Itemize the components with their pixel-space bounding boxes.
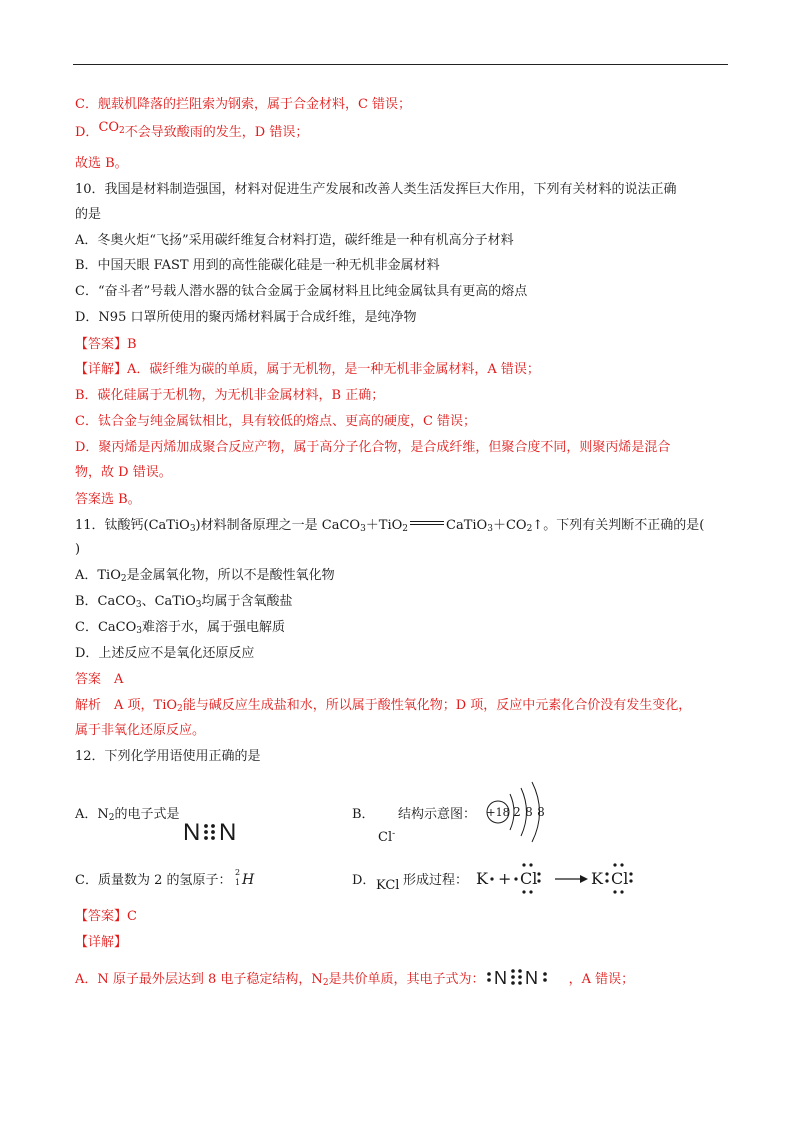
- q10-detail-a: 【详解】A．碳纤维为碳的单质，属于无机物，是一种无机非金属材料，A 错误；: [75, 362, 540, 377]
- shell-count-2: 8: [525, 805, 533, 819]
- kcl-formation-diagram: [476, 862, 638, 900]
- mass-number: 2: [235, 868, 241, 877]
- n2-lewis-inline: [485, 968, 569, 986]
- inline-n-left: N: [493, 968, 507, 988]
- hydrogen-symbol: H: [242, 872, 255, 888]
- q12-answer: 【答案】C: [75, 909, 137, 924]
- question-10-cont: 的是: [75, 207, 102, 222]
- q11-explanation-cont: 属于非氧化还原反应。: [75, 723, 206, 738]
- q12-option-a: A．$N_2$的电子式是: [75, 807, 180, 823]
- shell-count-3: 8: [537, 805, 545, 819]
- kcl-formula: KCl: [376, 878, 400, 893]
- n2-lewis-inline-svg: [485, 966, 569, 988]
- chlorine-right: Cl: [611, 869, 629, 888]
- q10-option-a: A．冬奥火炬“飞扬”采用碳纤维复合材料打造，碳纤维是一种有机高分子材料: [75, 233, 514, 248]
- potassium-right: K: [591, 869, 603, 888]
- q12-option-b-label: B．: [352, 807, 375, 822]
- nitrogen-left: N: [183, 819, 201, 846]
- question-11-cont: ): [75, 542, 81, 557]
- potassium-left: K: [476, 869, 488, 888]
- q11-option-a: A．TiO$_2$是金属氧化物，所以不是酸性氧化物: [75, 568, 335, 584]
- q12-option-d-label: D．: [352, 873, 376, 888]
- deuterium-symbol: [235, 868, 259, 894]
- q10-answer: 【答案】B: [75, 337, 137, 352]
- shell-count-1: 2: [513, 805, 521, 819]
- q10-option-c: C．“奋斗者”号载人潜水器的钛合金属于金属材料且比纯金属钛具有更高的熔点: [75, 284, 528, 299]
- n2-electron-formula: [183, 818, 255, 850]
- nitrogen-right: N: [219, 819, 237, 846]
- q12-option-c: C．质量数为 2 的氢原子：: [75, 873, 232, 888]
- plus-sign: +: [498, 869, 512, 888]
- q12-option-d-text: 形成过程：: [403, 873, 469, 888]
- atomic-number: 1: [235, 878, 241, 887]
- q10-selection: 答案选 B。: [75, 492, 141, 507]
- q12-detail-a: A．N 原子最外层达到 8 电子稳定结构，$N_2$是共价单质，其电子式为： N N ，A 错误；: [75, 968, 635, 988]
- inline-n-right: N: [524, 968, 538, 988]
- cl-structure-diagram: [480, 778, 558, 852]
- kcl-formation-svg: [476, 862, 638, 896]
- n2-lewis-svg: [183, 818, 255, 846]
- atomic-structure-svg: [480, 778, 558, 848]
- chlorine-left: Cl: [520, 869, 538, 888]
- equals-sign: [410, 521, 444, 525]
- q12-detail-heading: 【详解】: [75, 935, 128, 950]
- q11-explanation: 解析 A 项，TiO$_2$能与碱反应生成盐和水，所以属于酸性氧化物；D 项，反应中元素化合价没有发生变化，: [75, 698, 692, 714]
- q10-detail-e: 物，故 D 错误。: [75, 465, 172, 480]
- q10-detail-c: C．钛合金与纯金属钛相比，具有较低的熔点、更高的硬度，C 错误；: [75, 414, 477, 429]
- q11-option-d: D．上述反应不是氧化还原反应: [75, 646, 255, 661]
- q10-option-b: B．中国天眼 FAST 用到的高性能碳化硅是一种无机非金属材料: [75, 258, 440, 273]
- q11-answer: 答案 A: [75, 672, 124, 687]
- header-rule: [73, 64, 728, 65]
- line-select-b: 故选 B。: [75, 156, 128, 171]
- line-d-co2: D．$CO_2$不会导致酸雨的发生，D 错误；: [75, 120, 309, 140]
- q12-option-b-text: 结构示意图：: [398, 807, 477, 822]
- q11-option-c: C．CaCO$_3$难溶于水，属于强电解质: [75, 620, 285, 636]
- nucleus-charge: +18: [486, 806, 510, 819]
- q11-option-b: B．CaCO$_3$、CaTiO$_3$均属于含氧酸盐: [75, 594, 293, 610]
- question-11: 11．钛酸钙(CaTiO$_3$)材料制备原理之一是 CaCO$_3$＋TiO$_2$ $CaTiO_3+CO_2↑$。下列有关判断不正确的是(: [75, 518, 705, 534]
- co2-formula: $CO_2$: [98, 120, 125, 136]
- triple-bond-dots: [204, 824, 215, 840]
- question-10: 10．我国是材料制造强国，材料对促进生产发展和改善人类生活发挥巨大作用，下列有关材料的说法正确: [75, 182, 677, 197]
- q10-detail-d: D．聚丙烯是丙烯加成聚合反应产物，属于高分子化合物，是合成纤维，但聚合度不同，则聚丙烯是混合: [75, 440, 671, 455]
- q10-detail-b: B．碳化硅属于无机物，为无机非金属材料，B 正确；: [75, 388, 385, 403]
- q10-option-d: D．N95 口罩所使用的聚丙烯材料属于合成纤维，是纯净物: [75, 310, 417, 325]
- question-12: 12．下列化学用语使用正确的是: [75, 749, 261, 764]
- line-c-cable: C．舰载机降落的拦阻索为钢索，属于合金材料，C 错误；: [75, 97, 412, 112]
- chloride-ion-label: Cl-: [378, 829, 396, 845]
